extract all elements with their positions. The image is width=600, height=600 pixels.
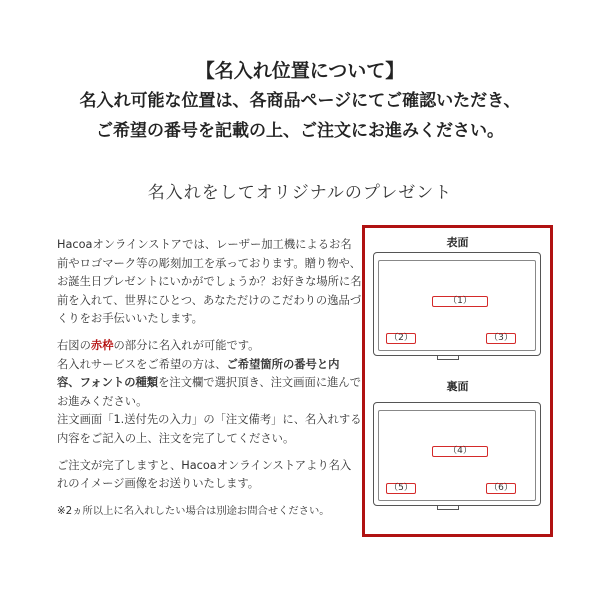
slot-5: （5） bbox=[386, 483, 416, 494]
text-segment: 名入れサービスをご希望の方は、 bbox=[57, 357, 227, 371]
red-frame-paragraph bbox=[57, 337, 362, 449]
red-frame-word: 赤枠 bbox=[90, 338, 114, 352]
header bbox=[0, 56, 600, 146]
back-label: 裏面 bbox=[446, 380, 469, 393]
bold-emphasis: ご希望箇所の番号と内容、フォントの種類 bbox=[57, 357, 340, 390]
order-note-paragraph: 注文画面「1.送付先の入力」の「注文備考」に、名入れする内容をご記入の上、注文を完了してください。 bbox=[57, 413, 362, 445]
front-case bbox=[373, 252, 541, 356]
instruction-line-2: ご希望の番号を記載の上、ご注文にお進みください。 bbox=[96, 121, 504, 141]
page-title: 【名入れ位置について】 bbox=[195, 60, 405, 82]
text-segment: 右図の bbox=[57, 338, 91, 352]
front-label: 表面 bbox=[446, 236, 469, 249]
description-column bbox=[57, 236, 362, 528]
slot-4: （4） bbox=[432, 446, 488, 457]
slot-6: （6） bbox=[486, 483, 516, 494]
slot-2: （2） bbox=[386, 333, 416, 344]
completion-paragraph: ご注文が完了しますと、Hacoaオンラインストアより名入れのイメージ画像をお送りいたします。 bbox=[57, 458, 352, 491]
case-tab bbox=[437, 355, 459, 360]
slot-3: （3） bbox=[486, 333, 516, 344]
engraving-diagram-frame bbox=[362, 225, 553, 537]
intro-paragraph: Hacoaオンラインストアでは、レーザー加工機によるお名前やロゴマーク等の彫刻加工を承っております。贈り物や、お誕生日プレゼントにいかがでしょうか？お好きな場所に名前を入れて、世界にひとつ、あなただけのこだわりの逸品づくりをお手伝いいたします。 bbox=[57, 238, 362, 326]
instruction-line-1: 名入れ可能な位置は、各商品ページにてご確認いただき、 bbox=[79, 91, 521, 111]
footnote: ※2ヵ所以上に名入れしたい場合は別途お問合せください。 bbox=[57, 504, 330, 517]
case-tab bbox=[437, 505, 459, 510]
text-segment: の部分に名入れが可能です。 bbox=[113, 338, 260, 352]
text-segment: を注文欄で選択頂き、注文画面に進んでお進みください。 bbox=[57, 376, 362, 408]
back-case bbox=[373, 402, 541, 506]
subtitle: 名入れをしてオリジナルのプレゼント bbox=[147, 183, 453, 203]
slot-1: （1） bbox=[432, 296, 488, 307]
